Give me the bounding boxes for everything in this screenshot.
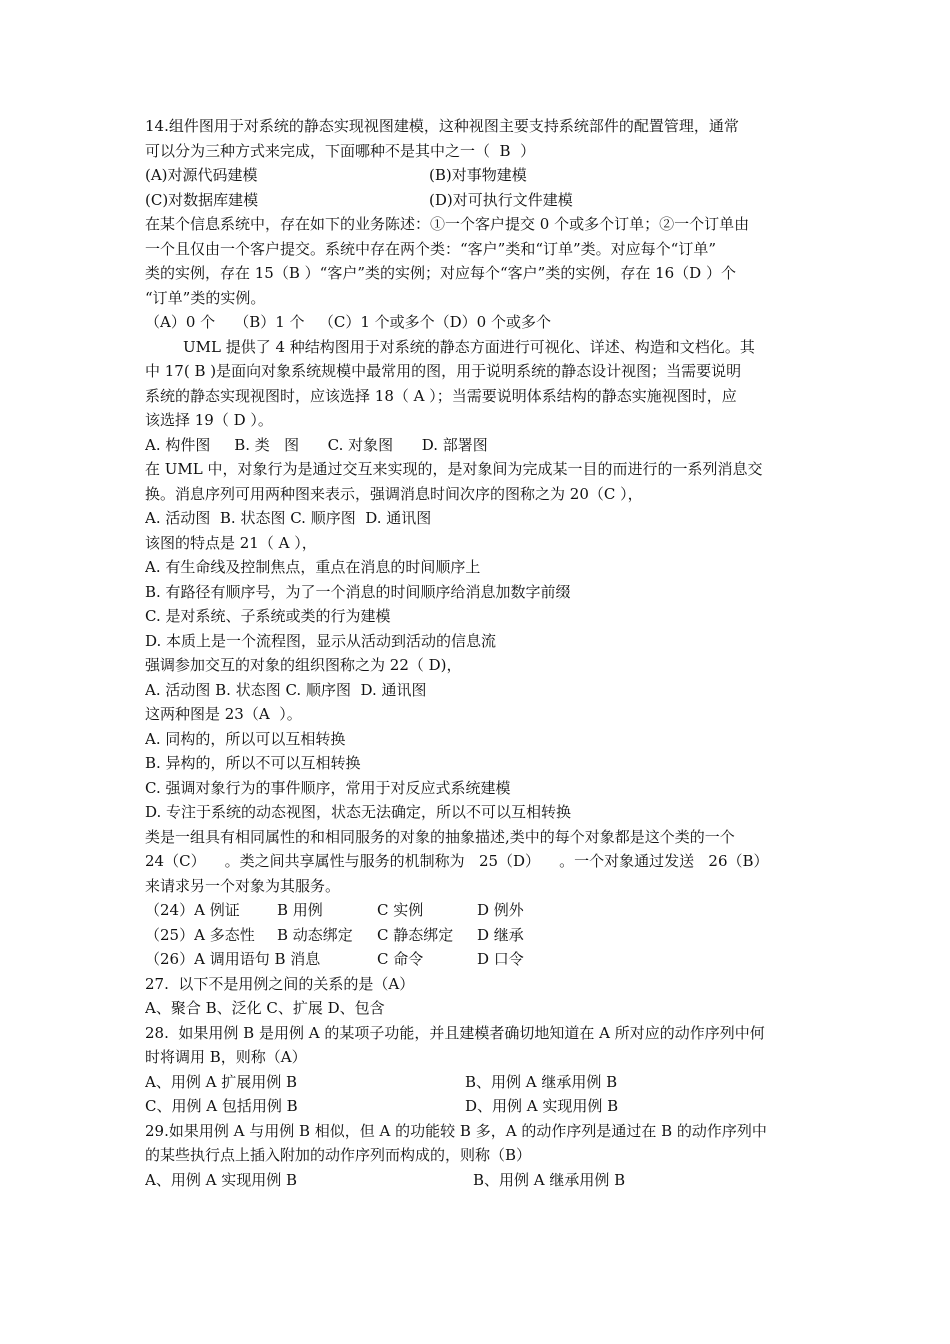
q2023-line-1: 在 UML 中，对象行为是通过交互来实现的，是对象间为完成某一目的而进行的一系列消息交 [145, 460, 763, 478]
q28-option-d: D、用例 A 实现用例 B [465, 1097, 619, 1115]
q14-line-1: 14.组件图用于对系统的静态实现视图建模，这种视图主要支持系统部件的配置管理，通常 [145, 117, 739, 135]
q14-option-c: (C)对数据库建模 [145, 190, 259, 209]
q29-option-b: B、用例 A 继承用例 B [473, 1170, 626, 1189]
q22-options: A. 活动图 B. 状态图 C. 顺序图 D. 通讯图 [145, 680, 427, 699]
q21-option-c: C. 是对系统、子系统或类的行为建模 [145, 607, 391, 625]
q2426-line-3: 来请求另一个对象为其服务。 [145, 876, 341, 895]
q2426-line-1: 类是一组具有相同属性的和相同服务的对象的抽象描述,类中的每个对象都是这个类的一个 [145, 827, 735, 846]
q24-option-d: D 例外 [477, 901, 524, 919]
q24-options-row [145, 898, 813, 923]
q25-option-a: （25）A 多态性 [145, 925, 255, 944]
q22-question: 强调参加交互的对象的组织图称之为 22（ D)， [145, 656, 462, 674]
q21-question: 该图的特点是 21（ A ）， [145, 533, 317, 552]
q25-options-row [145, 923, 813, 948]
q14-option-a: (A)对源代码建模 [145, 166, 258, 184]
q14-option-d: (D)对可执行文件建模 [429, 190, 573, 209]
q28-line-1: 28. 如果用例 B 是用例 A 的某项子功能，并且建模者确切地知道在 A 所对应的动作序列中何 [145, 1023, 765, 1042]
q28-option-b: B、用例 A 继承用例 B [465, 1072, 618, 1091]
q21-option-b: B. 有路径有顺序号，为了一个消息的时间顺序给消息加数字前缀 [145, 582, 571, 601]
q1719-line-3: 系统的静态实现视图时，应该选择 18（ A ）；当需要说明体系结构的静态实施视图时，应 [145, 386, 737, 405]
q24-option-b: B 用例 [277, 901, 323, 919]
q14-line-2: 可以分为三种方式来完成，下面哪种不是其中之一（ B ） [145, 141, 536, 160]
q21-option-a: A. 有生命线及控制焦点，重点在消息的时间顺序上 [145, 558, 481, 576]
q26-options-row [145, 947, 813, 972]
q23-question: 这两种图是 23（A ）。 [145, 705, 302, 723]
q14-options-row-1 [145, 163, 813, 188]
q29-line-1: 29.如果用例 A 与用例 B 相似，但 A 的功能较 B 多，A 的动作序列是通过在 B 的动作序列中 [145, 1121, 767, 1140]
q26-option-c: C 命令 [377, 950, 424, 968]
q29-option-a: A、用例 A 实现用例 B [145, 1170, 297, 1189]
q26-option-d: D 口令 [477, 950, 524, 968]
q29-line-2: 的某些执行点上插入附加的动作序列而构成的，则称（B） [145, 1146, 532, 1164]
q2426-line-2: 24（C） 。类之间共享属性与服务的机制称为 25（D） 。一个对象通过发送 26（B） [145, 852, 769, 870]
q23-option-d: D. 专注于系统的动态视图，状态无法确定，所以不可以互相转换 [145, 803, 572, 821]
q1719-line-2: 中 17( B )是面向对象系统规模中最常用的图，用于说明系统的静态设计视图；当需要说明 [145, 362, 742, 380]
q27-question: 27. 以下不是用例之间的关系的是（A） [145, 974, 415, 993]
q1719-options: A. 构件图 B. 类 图 C. 对象图 D. 部署图 [145, 435, 488, 454]
q1719-line-1: UML 提供了 4 种结构图用于对系统的静态方面进行可视化、详述、构造和文档化。其 [183, 337, 755, 356]
q23-option-a: A. 同构的，所以可以互相转换 [145, 729, 346, 748]
q14-option-b: (B)对事物建模 [429, 166, 527, 184]
q1516-line-4: “订单”类的实例。 [145, 288, 266, 307]
document-body [145, 114, 813, 1192]
q2023-line-2: 换。消息序列可用两种图来表示，强调消息时间次序的图称之为 20（C ）， [145, 484, 643, 503]
q21-option-d: D. 本质上是一个流程图，显示从活动到活动的信息流 [145, 631, 497, 650]
q25-option-c: C 静态绑定 [377, 925, 454, 944]
q27-options: A、聚合 B、泛化 C、扩展 D、包含 [145, 999, 385, 1017]
q26-option-ab: （26）A 调用语句 B 消息 [145, 950, 321, 968]
q24-option-c: C 实例 [377, 901, 424, 919]
q28-options-row-1 [145, 1070, 813, 1095]
q24-option-a: （24）A 例证 [145, 901, 240, 919]
q14-options-row-2 [145, 188, 813, 213]
q1516-line-3: 类的实例，存在 15（B ）“客户”类的实例；对应每个“客户”类的实例，存在 16（D ）个 [145, 264, 736, 282]
q20-options: A. 活动图 B. 状态图 C. 顺序图 D. 通讯图 [145, 509, 432, 527]
q1516-line-2: 一个且仅由一个客户提交。系统中存在两个类：“客户”类和“订单”类。对应每个“订单” [145, 239, 717, 258]
q28-option-a: A、用例 A 扩展用例 B [145, 1072, 297, 1091]
q28-option-c: C、用例 A 包括用例 B [145, 1097, 298, 1115]
q29-options-row [145, 1168, 813, 1193]
q23-option-b: B. 异构的，所以不可以互相转换 [145, 754, 361, 772]
q1719-line-4: 该选择 19（ D ）。 [145, 411, 273, 429]
q1516-line-1: 在某个信息系统中，存在如下的业务陈述：①一个客户提交 0 个或多个订单；②一个订单由 [145, 215, 750, 233]
q25-option-d: D 继承 [477, 925, 524, 944]
q28-line-2: 时将调用 B，则称（A） [145, 1048, 307, 1066]
q25-option-b: B 动态绑定 [277, 925, 353, 944]
q28-options-row-2 [145, 1094, 813, 1119]
q23-option-c: C. 强调对象行为的事件顺序，常用于对反应式系统建模 [145, 778, 511, 797]
q1516-options: （A）0 个 （B）1 个 （C）1 个或多个（D）0 个或多个 [145, 313, 551, 331]
